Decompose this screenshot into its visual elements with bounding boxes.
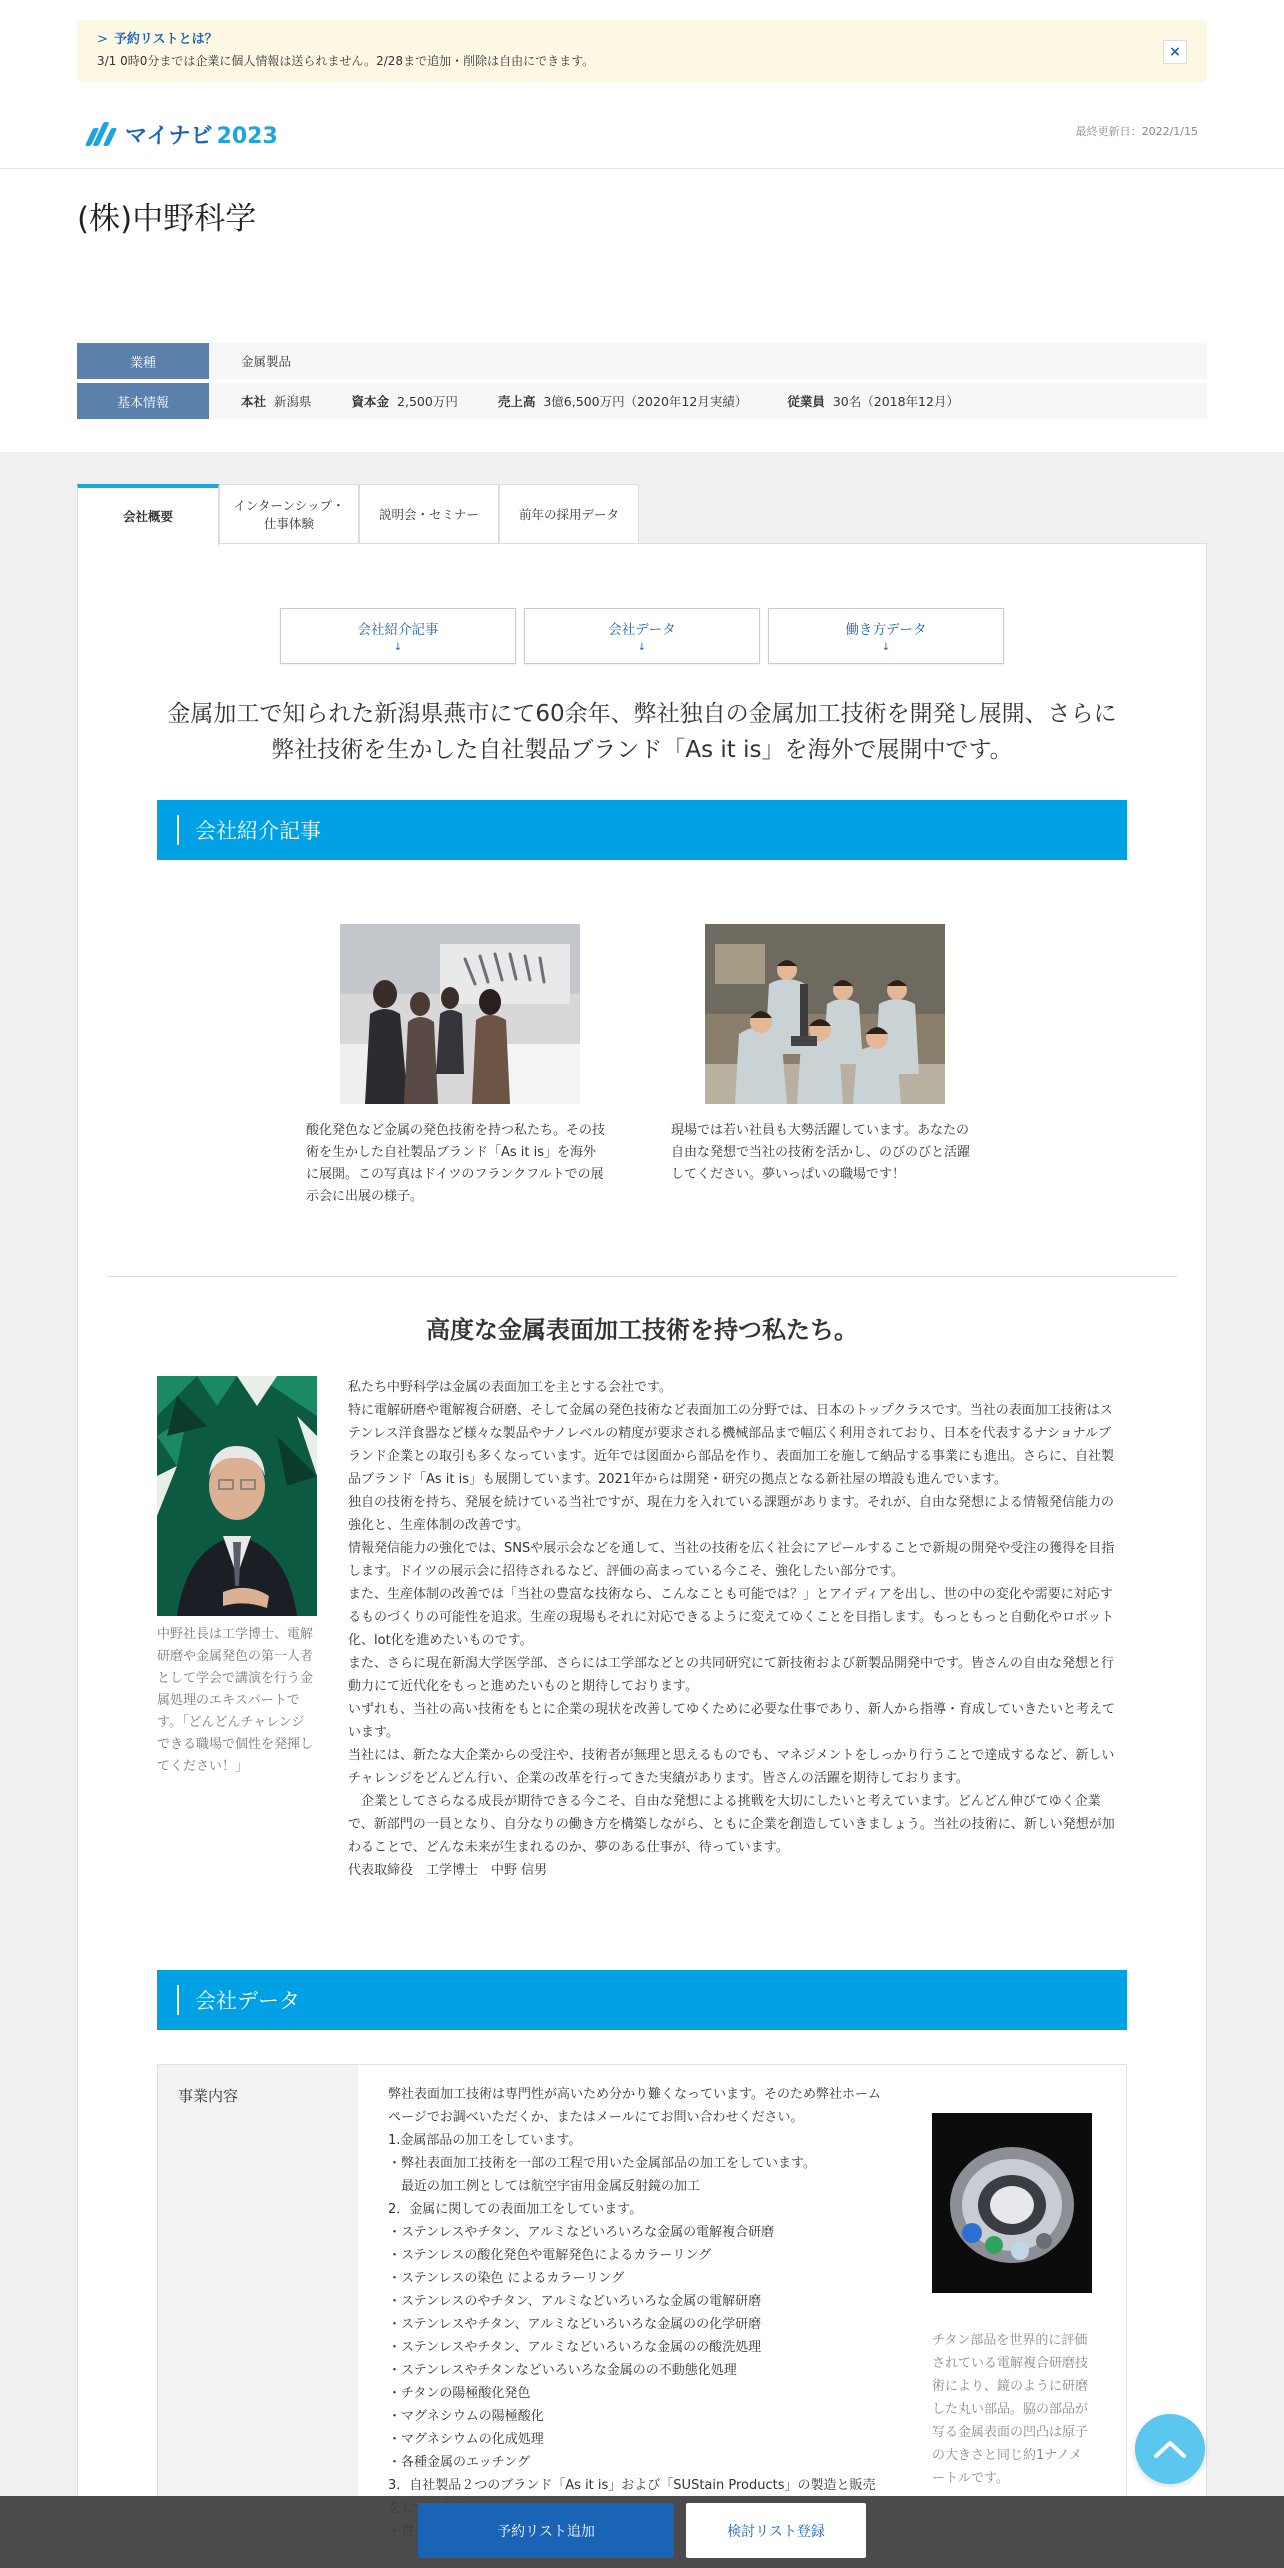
- notice-title-link[interactable]: [97, 30, 1187, 50]
- arrow-down-icon: ↓: [881, 642, 891, 653]
- message-paragraph: また、さらに現在新潟大学医学部、さらには工学部などとの共同研究にて新技術および新製品開発中です。皆さんの自由な発想と行動力にて近代化をもっと進めたいものと期待しております。: [348, 1656, 1114, 1694]
- president-portrait: [157, 1376, 317, 1616]
- anchor-intro-articles[interactable]: [280, 608, 516, 664]
- sales-value: 3億6,500万円（2020年12月実績）: [543, 394, 748, 409]
- arrow-down-icon: ↓: [637, 642, 647, 653]
- business-line: 3．自社製品２つのブランド「As it is」および「SUStain Products」の製造と販売: [388, 2478, 876, 2493]
- business-line: ・ステンレスやチタン、アルミなどいろいろな金属のの酸洗処理: [388, 2340, 762, 2355]
- anchor-label: 会社データ: [608, 622, 676, 638]
- company-lead: 金属加工で知られた新潟県燕市にて60余年、弊社独自の金属加工技術を開発し展開、さらに弊社技術を生かした自社製品ブランド「As it is」を海外で展開中です。: [167, 701, 1117, 763]
- business-line: ・ステンレスのやチタン、アルミなどいろいろな金属の電解研磨: [388, 2294, 762, 2309]
- anchor-label: 会社紹介記事: [357, 622, 439, 638]
- titanium-part-photo: [932, 2113, 1092, 2293]
- tab-company-overview[interactable]: 会社概要: [77, 484, 219, 546]
- business-line: ・弊社表面加工技術を一部の工程で用いた金属部品の加工をしています。: [388, 2156, 816, 2171]
- business-line: ・各種金属のエッチング: [388, 2455, 530, 2470]
- message-paragraph: いずれも、当社の高い技術をもとに企業の現状を改善してゆくために必要な仕事であり、新人から指導・育成していきたいと考えています。: [348, 1702, 1116, 1740]
- company-name: (株)中野科学: [77, 201, 257, 237]
- close-icon[interactable]: ×: [1163, 40, 1187, 64]
- company-data-table: [157, 2064, 1127, 2568]
- basic-info-value: [209, 383, 1207, 419]
- tab-internship[interactable]: インターンシップ・ 仕事体験: [219, 484, 359, 544]
- business-line: ・ステンレスやチタンなどいろいろな金属のの不動態化処理: [388, 2363, 737, 2378]
- capital-value: 2,500万円: [397, 394, 458, 409]
- hq-label: 本社: [241, 394, 267, 409]
- portrait-caption: 中野社長は工学博士、電解研磨や金属発色の第一人者として学会で講演を行う金属処理のエキスパートです。「どんどんチャレンジできる職場で個性を発揮してください！」: [157, 1627, 314, 1774]
- company-tabs: [77, 484, 639, 544]
- business-content: [358, 2065, 1126, 2567]
- business-line: 1.金属部品の加工をしています。: [388, 2133, 582, 2148]
- basic-info-row: [77, 383, 1207, 419]
- message-paragraph: 独自の技術を持ち、発展を続けている当社ですが、現在力を入れている課題があります。それが、自由な発想による情報発信能力の強化と、生産体制の改善です。: [348, 1495, 1114, 1533]
- business-line: 弊社表面加工技術は専門性が高いため分かり難くなっています。そのため弊社ホームページでお調べいただくか、またはメールにてお問い合わせください。: [388, 2087, 881, 2125]
- business-line: ・ステンレスの酸化発色や電解発色によるカラーリング: [388, 2248, 712, 2263]
- business-line: ・ステンレスやチタン、アルミなどいろいろな金属の電解複合研磨: [388, 2225, 775, 2240]
- reservation-notice: [77, 20, 1207, 82]
- tab-seminar[interactable]: 説明会・セミナー: [359, 484, 499, 544]
- intro-caption-1: 酸化発色など金属の発色技術を持つ私たち。その技術を生かした自社製品ブランド「As it is」を海外に展開。この写真はドイツのフランクフルトでの展示会に出展の様子。: [306, 1123, 606, 1204]
- business-line: 最近の加工例としては航空宇宙用金属反射鏡の加工: [388, 2179, 701, 2194]
- header-divider: [0, 168, 1284, 169]
- exhibition-photo: [340, 924, 580, 1104]
- message-heading: 高度な金属表面加工技術を持つ私たち。: [426, 1316, 858, 1344]
- logo-brand: マイナビ: [125, 123, 213, 149]
- anchor-label: 働き方データ: [845, 622, 927, 638]
- industry-value: 金属製品: [209, 343, 1207, 379]
- anchor-work-style[interactable]: [768, 608, 1004, 664]
- business-line: ・チタンの陽極酸化発色: [388, 2386, 531, 2401]
- basic-info-label: 基本情報: [77, 383, 209, 419]
- section-heading-intro: 会社紹介記事: [157, 800, 1127, 860]
- business-line: ・マグネシウムの陽極酸化: [388, 2409, 544, 2424]
- anchor-links: [280, 608, 1004, 664]
- business-line: 2．金属に関しての表面加工をしています。: [388, 2202, 643, 2217]
- message-signature: 代表取締役 工学博士 中野 信男: [348, 1863, 548, 1878]
- intro-caption-2: 現場では若い社員も大勢活躍しています。あなたの自由な発想で当社の技術を活かし、のびのびと活躍してください。夢いっぱいの職場です！: [671, 1123, 971, 1182]
- business-line: ・マグネシウムの化成処理: [388, 2432, 544, 2447]
- employees-label: 従業員: [787, 394, 825, 409]
- logo-year: 2023: [216, 123, 278, 149]
- message-paragraph: また、生産体制の改善では「当社の豊富な技術なら、こんなことも可能では？」とアイディアを出し、世の中の変化や需要に対応するものづくりの可能性を追求。生産の現場もそれに対応できるように変えてゆくことを目指します。もっともっと自動化やロボット化、lot化を進めたいものです。: [348, 1587, 1114, 1648]
- add-reservation-list-button[interactable]: 予約リスト追加: [418, 2503, 674, 2558]
- hq-value: 新潟県: [274, 394, 312, 409]
- chevron-up-icon: [1153, 2439, 1187, 2459]
- capital-label: 資本金: [351, 394, 390, 409]
- business-label: 事業内容: [158, 2065, 358, 2567]
- message-paragraph: 企業としてさらなる成長が期待できる今こそ、自由な発想による挑戦を大切にしたいと考えています。どんどん伸びてゆく企業で、新部門の一員となり、自分なりの働き方を構築しながら、ともに企業を創造していきましょう。当社の技術に、新しい発想が加わることで、どんな未来が生まれるのか、夢のある仕事が、待っています。: [348, 1794, 1115, 1855]
- staff-photo: [705, 924, 945, 1104]
- back-to-top-button[interactable]: [1135, 2414, 1205, 2484]
- mynavi-logo[interactable]: [87, 120, 278, 148]
- tab-recruit-data[interactable]: 前年の採用データ: [499, 484, 639, 544]
- last-updated: 最終更新日：2022/1/15: [1075, 125, 1198, 138]
- add-consider-list-button[interactable]: 検討リスト登録: [686, 2503, 866, 2558]
- anchor-company-data[interactable]: [524, 608, 760, 664]
- industry-label: 業種: [77, 343, 209, 379]
- message-paragraph: 私たち中野科学は金属の表面加工を主とする会社です。: [348, 1380, 672, 1395]
- section-heading-company-data: 会社データ: [157, 1970, 1127, 2030]
- chevron-right-icon: >: [97, 32, 108, 47]
- employees-value: 30名（2018年12月）: [832, 394, 959, 409]
- photo-caption: チタン部品を世界的に評価されている電解複合研磨技術により、鏡のように研磨した丸い部品。脇の部品が写る金属表面の凹凸は原子の大きさと同じ約1ナノメートルです。: [932, 2333, 1089, 2486]
- business-description: [388, 2083, 888, 2543]
- president-message: [348, 1376, 1121, 1882]
- message-paragraph: 情報発信能力の強化では、SNSや展示会などを通して、当社の技術を広く社会にアピールすることで新規の開発や受注の獲得を目指します。ドイツの展示会に招待されるなど、評価の高まっている今こそ、強化したい部分です。: [348, 1541, 1115, 1579]
- arrow-down-icon: ↓: [393, 642, 403, 653]
- sales-label: 売上高: [497, 394, 536, 409]
- message-paragraph: 当社には、新たな大企業からの受注や、技術者が無理と思えるものでも、マネジメントをしっかり行うことで達成するなど、新しいチャレンジをどんどん行い、企業の改革を行ってきた実績があります。皆さんの活躍を期待しております。: [348, 1748, 1115, 1786]
- industry-row: [77, 343, 1207, 379]
- section-divider: [107, 1276, 1177, 1277]
- mynavi-mark-icon: [87, 122, 121, 146]
- notice-title: 予約リストとは？: [113, 32, 218, 47]
- notice-text: 3/1 0時0分までは企業に個人情報は送られません。2/28まで追加・削除は自由にできます。: [97, 54, 595, 68]
- business-line: ・ステンレスやチタン、アルミなどいろいろな金属のの化学研磨: [388, 2317, 762, 2332]
- business-line: ・ステンレスの染色 によるカラーリング: [388, 2271, 625, 2286]
- message-paragraph: 特に電解研磨や電解複合研磨、そして金属の発色技術など表面加工の分野では、日本のトップクラスです。当社の表面加工技術はステンレス洋食器など様々な製品やナノレベルの精度が要求される機械部品まで幅広く利用されており、日本を代表するナショナルブランド企業との取引も多くなっています。近年では図面から部品を作り、表面加工を施して納品する事業にも進出。さらに、自社製品ブランド「As it is」も展開しています。2021年からは開発・研究の拠点となる新社屋の増設も進んでいます。: [348, 1403, 1114, 1487]
